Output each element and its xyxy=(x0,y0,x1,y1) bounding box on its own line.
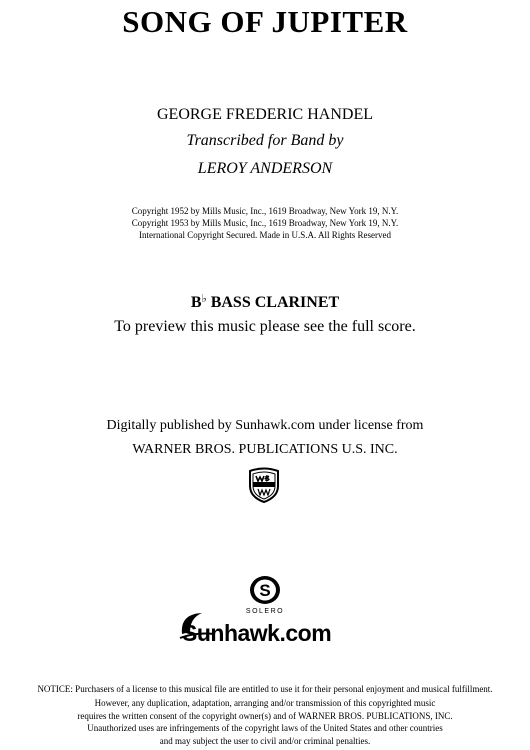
copyright-line-1: Copyright 1952 by Mills Music, Inc., 1619 Broadway, New York 19, N.Y. xyxy=(131,206,399,216)
published-by-line: Digitally published by Sunhawk.com under license from xyxy=(106,418,424,433)
page-title: SONG OF JUPITER xyxy=(122,4,408,39)
transcribed-credit: Transcribed for Band by xyxy=(186,132,344,149)
flat-symbol: ♭ xyxy=(201,293,207,305)
copyright-line-2: Copyright 1953 by Mills Music, Inc., 1619 Broadway, New York 19, N.Y. xyxy=(131,218,399,228)
notice-line-1: NOTICE: Purchasers of a license to this musical file are entitled to use it for their personal enjoyment and musical fulfillment. xyxy=(37,684,493,694)
instrument-name: BASS CLARINET xyxy=(206,294,340,311)
notice-line-2: However, any duplication, adaptation, arranging and/or transmission of this copyrighted music xyxy=(94,698,436,708)
sunhawk-logo xyxy=(178,608,356,648)
publisher-name: WARNER BROS. PUBLICATIONS U.S. INC. xyxy=(132,442,398,457)
solero-letter: S xyxy=(259,581,271,600)
notice-line-3: requires the written consent of the copyright owner(s) and of WARNER BROS. PUBLICATIONS, INC. xyxy=(77,711,453,721)
solero-text: SOLERO xyxy=(245,608,285,615)
notice-line-4: Unauthorized uses are infringements of the copyright laws of the United States and other countries xyxy=(87,723,443,733)
arranger-name: LEROY ANDERSON xyxy=(197,160,333,177)
instrument-key: B xyxy=(190,294,202,311)
copyright-line-3: International Copyright Secured. Made in U.S.A. All Rights Reserved xyxy=(139,230,391,240)
instrument-heading xyxy=(0,292,530,312)
composer-name: GEORGE FREDERIC HANDEL xyxy=(157,106,373,123)
warner-bros-shield-icon xyxy=(247,467,281,503)
sunhawk-wordmark: Sunhawk.com xyxy=(182,620,332,646)
preview-note: To preview this music please see the full score. xyxy=(114,318,416,335)
notice-line-5: and may subject the user to civil and/or criminal penalties. xyxy=(159,736,371,746)
